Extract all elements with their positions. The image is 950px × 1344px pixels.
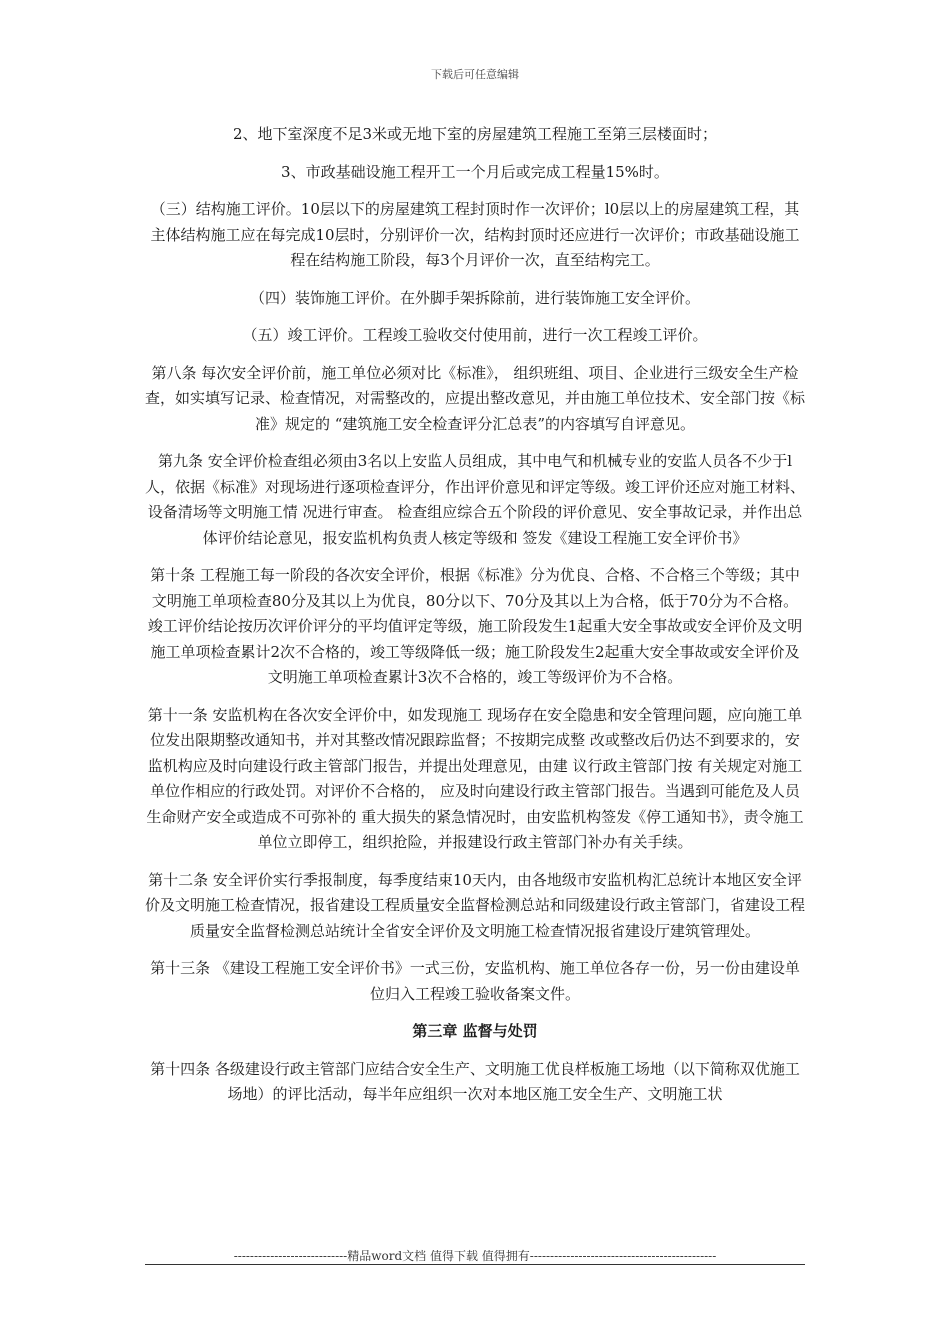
paragraph-article-13: 第十三条 《建设工程施工安全评价书》一式三份，安监机构、施工单位各存一份，另一份由建设单位归入工程竣工验收备案文件。	[150, 959, 800, 1003]
paragraph-article-14: 第十四条 各级建设行政主管部门应结合安全生产、文明施工优良样板施工场地（以下简称双优施工场地）的评比活动，每半年应组织一次对本地区施工安全生产、文明施工状	[150, 1059, 800, 1103]
paragraph-decoration-evaluation: （四）装饰施工评价。在外脚手架拆除前，进行装饰施工安全评价。	[249, 288, 700, 307]
paragraph-article-12: 第十二条 安全评价实行季报制度，每季度结束10天内，由各地级市安监机构汇总统计本地区安全评价及文明施工检查情况，报省建设工程质量安全监督检测总站和同级建设行政主管部门，省建设工程质量安全监督检测总站统计全省安全评价及文明施工检查情况报省建设厅建筑管理处。	[145, 870, 806, 940]
paragraph-item-3: 3、市政基础设施工程开工一个月后或完成工程量15%时。	[281, 162, 669, 181]
paragraph-article-11: 第十一条 安监机构在各次安全评价中，如发现施工 现场存在安全隐患和安全管理问题，应向施工单位发出限期整改通知书，并对其整改情况跟踪监督；不按期完成整 改或整改后仍达不到要求的，安监机构应及时向建设行政主管部门报告，并提出处理意见，由建 议行政主管部门按 有关规定对施工单位作相应的行政处罚。对评价不合格的， 应及时向建设行政主管部门报告。当遇到可能危及人员生命财产安全或造成不可弥补的 重大损失的紧急情况时，由安监机构签发《停工通知书》，责令施工单位立即停工，组织抢险，并报建设行政主管部门补办有关手续。	[146, 705, 804, 851]
paragraph-article-8: 第八条 每次安全评价前，施工单位必须对比《标准》， 组织班组、项目、企业进行三级安全生产检查，如实填写记录、检查情况，对需整改的，应提出整改意见，并由施工单位技术、安全部门按《标准》规定的 “建筑施工安全检查评分汇总表”的内容填写自评意见。	[145, 363, 806, 433]
page-header: 下载后可任意编辑	[431, 68, 519, 81]
paragraph-completion-evaluation: （五）竣工评价。工程竣工验收交付使用前，进行一次工程竣工评价。	[242, 326, 708, 344]
paragraph-item-2: 2、地下室深度不足3米或无地下室的房屋建筑工程施工至第三层楼面时；	[232, 125, 718, 143]
footer-divider	[145, 1264, 805, 1265]
page-footer: ----------------------------精品word文档 值得下载 值得拥有----------------------------------------------	[233, 1249, 717, 1263]
paragraph-article-10: 第十条 工程施工每一阶段的各次安全评价，根据《标准》分为优良、合格、不合格三个等级；其中文明施工单项检查80分及其以上为优良，80分以下、70分及其以上为合格，低于70分为不合格。竣工评价结论按历次评价评分的平均值评定等级，施工阶段发生1起重大安全事故或安全评价及文明施工单项检查累计2次不合格的，竣工等级降低一级；施工阶段发生2起重大安全事故或安全评价及文明施工单项检查累计3次不合格的，竣工等级评价为不合格。	[147, 566, 803, 686]
document-body	[145, 122, 805, 1108]
paragraph-structure-evaluation: （三）结构施工评价。10层以下的房屋建筑工程封顶时作一次评价；l0层以上的房屋建筑工程，其主体结构施工应在每完成10层时，分别评价一次，结构封顶时还应进行一次评价；市政基础设施工程在结构施工阶段，每3个月评价一次，直至结构完工。	[150, 200, 800, 269]
paragraph-article-9: 第九条 安全评价检查组必须由3名以上安监人员组成，其中电气和机械专业的安监人员各不少于l人，依据《标准》对现场进行逐项检查评分，作出评价意见和评定等级。竣工评价还应对施工材料、设备清场等文明施工情 况进行审查。 检查组应综合五个阶段的评价意见、安全事故记录，并作出总体评价结论意见，报安监机构负责人核定等级和 签发《建设工程施工安全评价书》	[145, 452, 806, 547]
chapter-heading: 第三章 监督与处罚	[412, 1022, 538, 1040]
